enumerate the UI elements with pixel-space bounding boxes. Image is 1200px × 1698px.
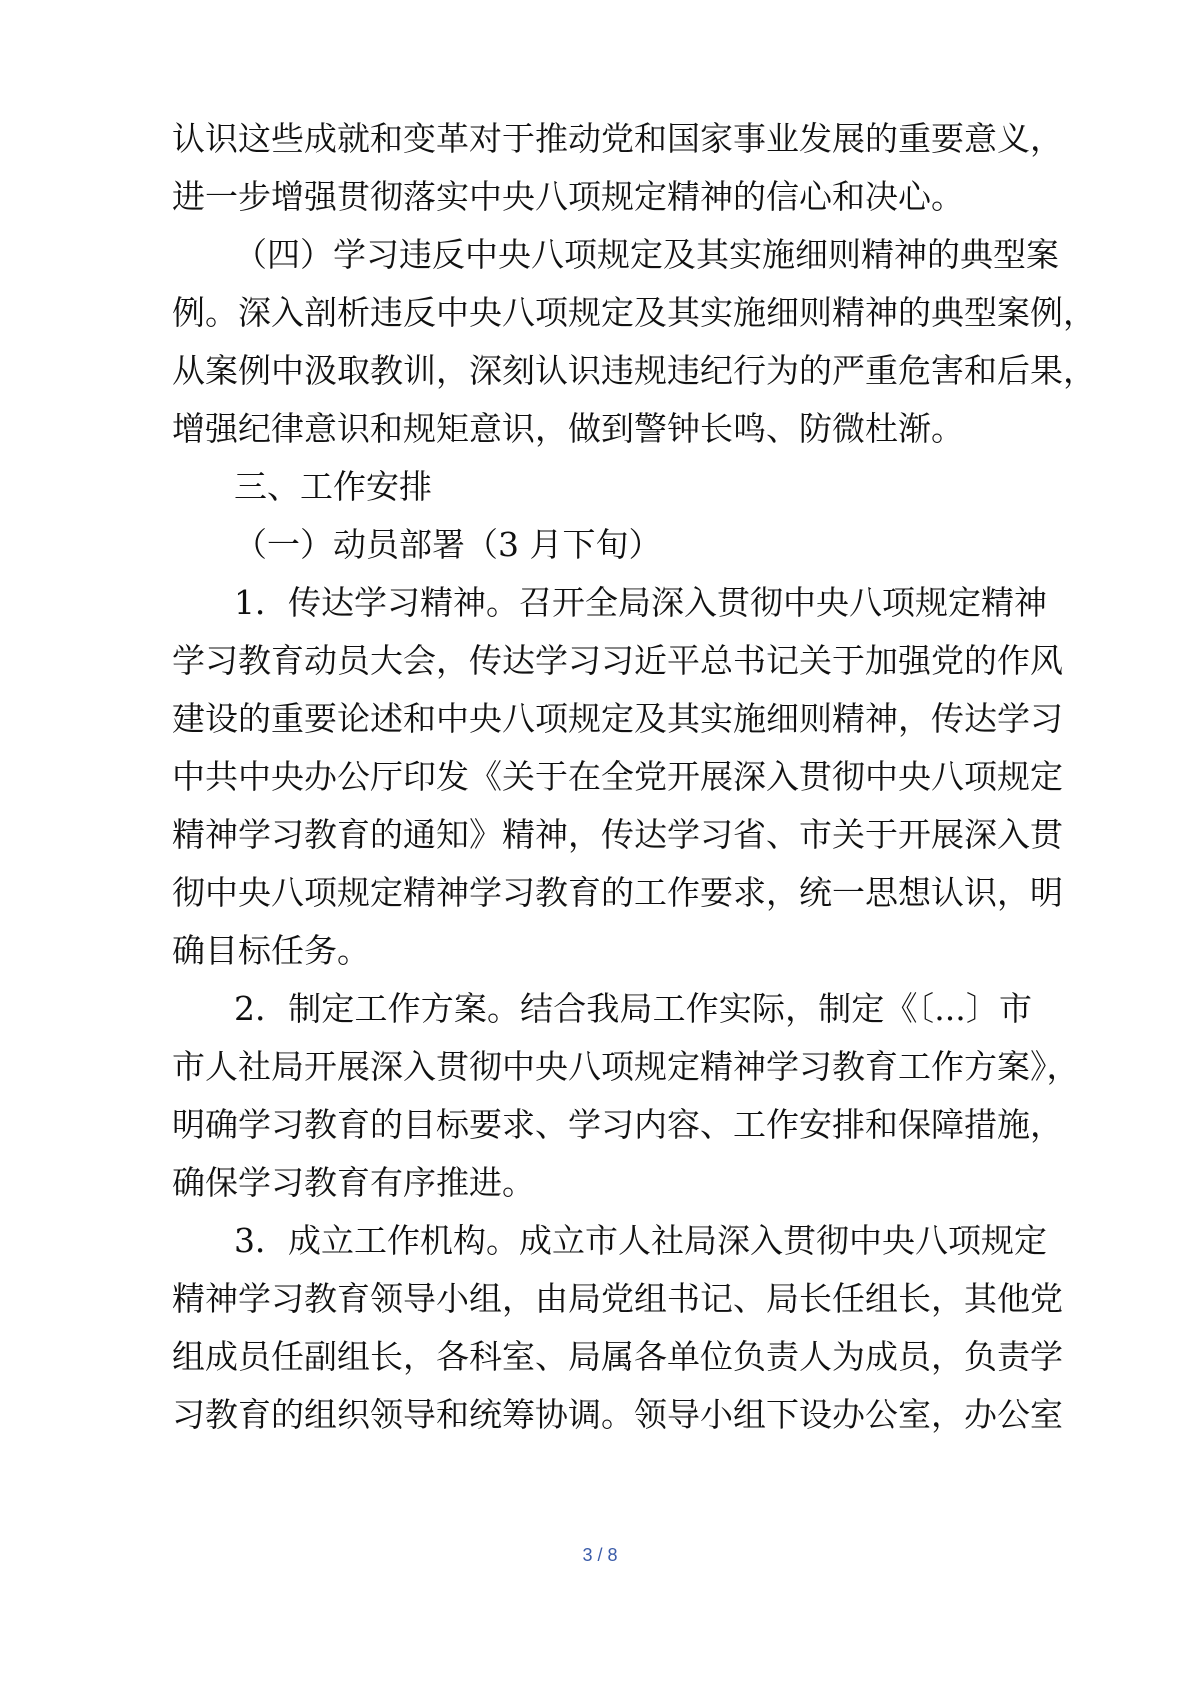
paragraph-item-2 — [172, 980, 1080, 1212]
text-line: 市人社局开展深入贯彻中央八项规定精神学习教育工作方案》， — [172, 1047, 1080, 1086]
subsection-heading — [172, 516, 1032, 574]
text-line: 3．成立工作机构。成立市人社局深入贯彻中央八项规定 — [234, 1221, 1047, 1260]
section-heading — [172, 458, 1032, 516]
text-line: 习教育的组织领导和统筹协调。领导小组下设办公室，办公室 — [172, 1395, 1063, 1434]
text-line: 确保学习教育有序推进。 — [172, 1163, 535, 1202]
paragraph-continuation — [172, 110, 1063, 226]
text-line: 组成员任副组长，各科室、局属各单位负责人为成员，负责学 — [172, 1337, 1063, 1376]
text-line: 建设的重要论述和中央八项规定及其实施细则精神，传达学习 — [172, 699, 1063, 738]
text-line: （一）动员部署（3 月下旬） — [234, 525, 662, 564]
text-line: 增强纪律意识和规矩意识，做到警钟长鸣、防微杜渐。 — [172, 409, 964, 448]
page-number: 3 / 8 — [582, 1545, 618, 1565]
paragraph-item-3 — [172, 1212, 1063, 1444]
paragraph-typical-cases — [172, 226, 1096, 458]
paragraph-item-1 — [172, 574, 1063, 980]
text-line: 三、工作安排 — [234, 467, 432, 506]
text-line: 精神学习教育领导小组，由局党组书记、局长任组长，其他党 — [172, 1279, 1063, 1318]
text-line: 学习教育动员大会，传达学习习近平总书记关于加强党的作风 — [172, 641, 1063, 680]
text-line: 1．传达学习精神。召开全局深入贯彻中央八项规定精神 — [234, 583, 1047, 622]
text-line: 精神学习教育的通知》精神，传达学习省、市关于开展深入贯 — [172, 815, 1063, 854]
text-line: 从案例中汲取教训，深刻认识违规违纪行为的严重危害和后果， — [172, 351, 1096, 390]
text-line: 中共中央办公厅印发《关于在全党开展深入贯彻中央八项规定 — [172, 757, 1063, 796]
text-line: 确目标任务。 — [172, 931, 370, 970]
text-line: 明确学习教育的目标要求、学习内容、工作安排和保障措施， — [172, 1105, 1063, 1144]
text-line: 进一步增强贯彻落实中央八项规定精神的信心和决心。 — [172, 177, 964, 216]
text-line: 2．制定工作方案。结合我局工作实际，制定《〔...〕市 — [234, 989, 1032, 1028]
text-line: 例。深入剖析违反中央八项规定及其实施细则精神的典型案例， — [172, 293, 1096, 332]
text-line: 彻中央八项规定精神学习教育的工作要求，统一思想认识，明 — [172, 873, 1063, 912]
text-line: （四）学习违反中央八项规定及其实施细则精神的典型案 — [234, 235, 1059, 274]
text-line: 认识这些成就和变革对于推动党和国家事业发展的重要意义， — [172, 119, 1063, 158]
document-body — [172, 110, 1096, 1444]
